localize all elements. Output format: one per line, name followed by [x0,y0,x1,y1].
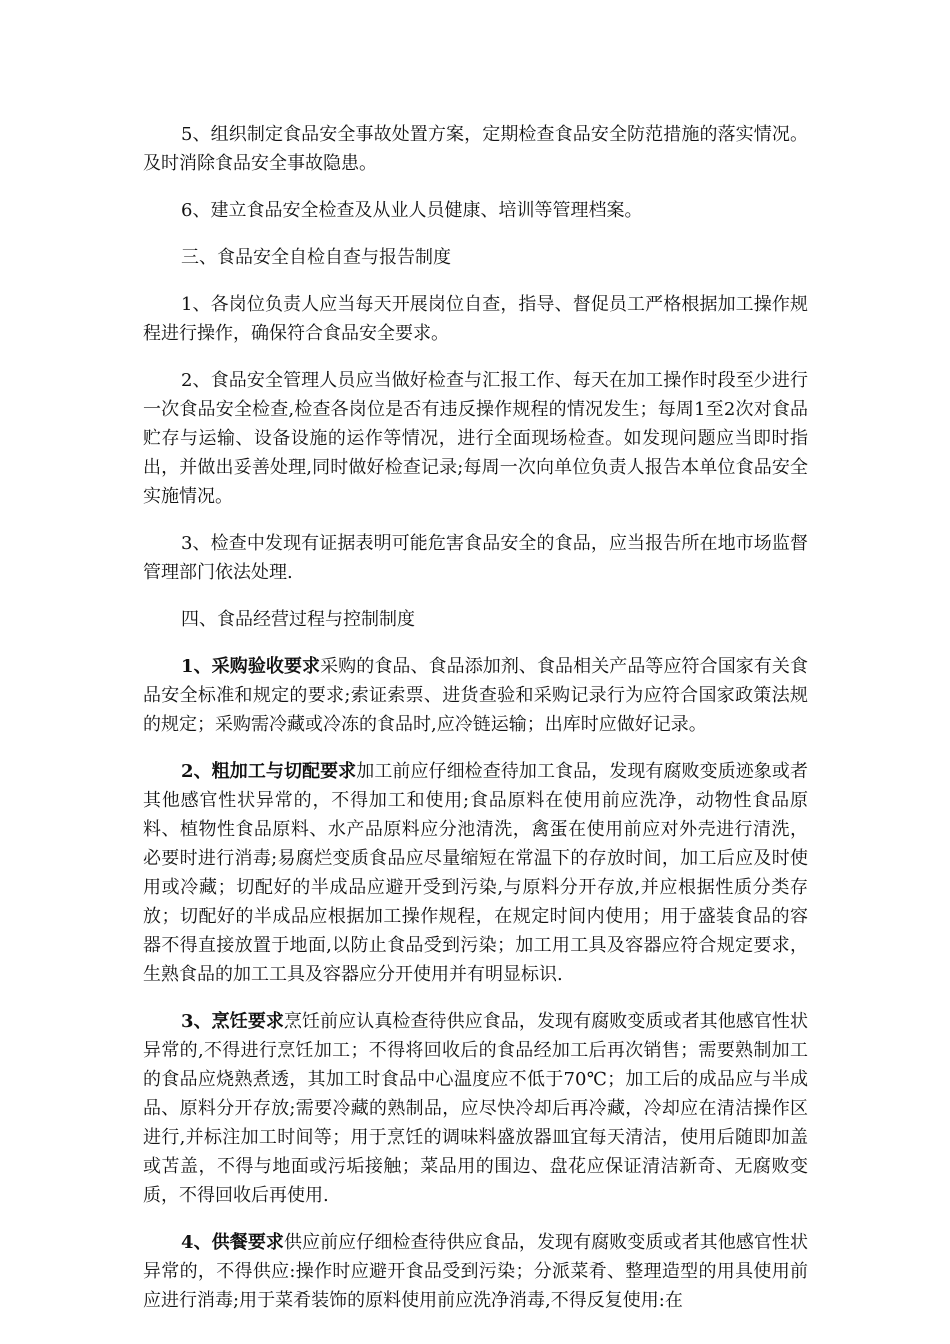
paragraph-text: 6、建立食品安全检查及从业人员健康、培训等管理档案。 [181,200,643,221]
paragraph-text: 1、各岗位负责人应当每天开展岗位自查，指导、督促员工严格根据加工操作规程进行操作，确保符合食品安全要求。 [143,294,808,344]
paragraph-text: 5、组织制定食品安全事故处置方案，定期检查食品安全防范措施的落实情况。及时消除食品安全事故隐患。 [143,124,808,174]
paragraph-text: 烹饪前应认真检查待供应食品，发现有腐败变质或者其他感官性状异常的,不得进行烹饪加工；不得将回收后的食品经加工后再次销售；需要熟制加工的食品应烧熟煮透，其加工时食品中心温度应不低于70℃；加工后的成品应与半成品、原料分开存放;需要冷藏的熟制品，应尽快冷却后再冷藏，冷却应在清洁操作区进行,并标注加工时间等；用于烹饪的调味料盛放器皿宜每天清洁，使用后随即加盖或苫盖，不得与地面或污垢接触；菜品用的围边、盘花应保证清洁新奇、无腐败变质，不得回收后再使用. [143,1011,808,1206]
paragraph-procurement [143,652,808,739]
paragraph-3-2 [143,366,808,511]
paragraph-lead: 3、烹饪要求 [181,1011,284,1032]
paragraph-text: 加工前应仔细检查待加工食品，发现有腐败变质迹象或者其他感官性状异常的，不得加工和使用;食品原料在使用前应洗净，动物性食品原料、植物性食品原料、水产品原料应分池清洗，禽蛋在使用前应对外壳进行清洗，必要时进行消毒;易腐烂变质食品应尽量缩短在常温下的存放时间，加工后应及时使用或冷藏；切配好的半成品应避开受到污染,与原料分开存放,并应根据性质分类存放；切配好的半成品应根据加工操作规程，在规定时间内使用；用于盛装食品的容器不得直接放置于地面,以防止食品受到污染；加工用工具及容器应符合规定要求，生熟食品的加工工具及容器应分开使用并有明显标识. [143,761,808,985]
paragraph-text: 采购的食品、食品添加剂、食品相关产品等应符合国家有关食品安全标准和规定的要求;索证索票、进货查验和采购记录行为应符合国家政策法规的规定；采购需冷藏或冷冻的食品时,应冷链运输；出库时应做好记录。 [143,656,808,735]
section-heading-4 [143,605,808,634]
paragraph-3-3 [143,529,808,587]
paragraph-text: 供应前应仔细检查待供应食品，发现有腐败变质或者其他感官性状异常的，不得供应:操作时应避开食品受到污染；分派菜肴、整理造型的用具使用前应进行消毒;用于菜肴装饰的原料使用前应洗净消毒,不得反复使用:在 [143,1232,808,1311]
paragraph-serving [143,1228,808,1315]
paragraph-lead: 4、供餐要求 [181,1232,284,1253]
paragraph-lead: 2、粗加工与切配要求 [181,761,357,782]
paragraph-5 [143,120,808,178]
heading-text: 四、食品经营过程与控制制度 [181,609,415,630]
paragraph-preparation [143,757,808,989]
paragraph-cooking [143,1007,808,1210]
document-body [143,120,808,1333]
paragraph-lead: 1、采购验收要求 [181,656,321,677]
paragraph-3-1 [143,290,808,348]
section-heading-3 [143,243,808,272]
paragraph-6 [143,196,808,225]
paragraph-text: 3、检查中发现有证据表明可能危害食品安全的食品，应当报告所在地市场监督管理部门依法处理. [143,533,808,583]
paragraph-text: 2、食品安全管理人员应当做好检查与汇报工作、每天在加工操作时段至少进行一次食品安全检查,检查各岗位是否有违反操作规程的情况发生；每周1至2次对食品贮存与运输、设备设施的运作等情况，进行全面现场检查。如发现问题应当即时指出，并做出妥善处理,同时做好检查记录;每周一次向单位负责人报告本单位食品安全实施情况。 [143,370,808,507]
heading-text: 三、食品安全自检自查与报告制度 [181,247,451,268]
